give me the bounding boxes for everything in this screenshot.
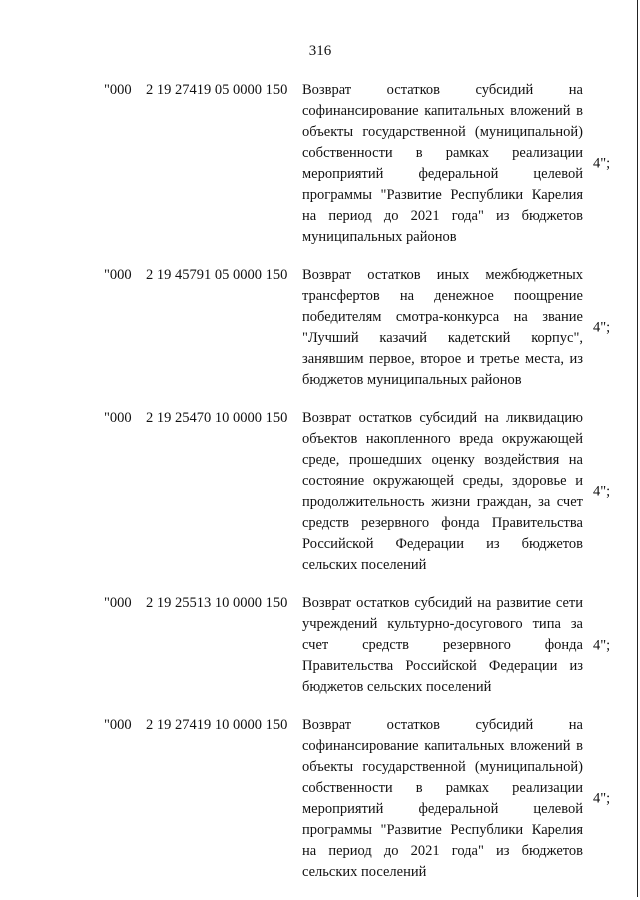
- row-suffix: 4";: [593, 637, 611, 653]
- budget-code-row: [0, 80, 640, 248]
- budget-classification-code: 2 19 27419 10 0000 150: [146, 717, 288, 733]
- budget-code-row: [0, 408, 640, 576]
- row-suffix: 4";: [593, 319, 611, 336]
- row-suffix: 4";: [593, 155, 611, 172]
- budget-classification-code: 2 19 27419 05 0000 150: [146, 82, 288, 98]
- code-prefix: "000: [104, 267, 132, 283]
- budget-classification-code: 2 19 25470 10 0000 150: [146, 410, 288, 426]
- code-description: Возврат остатков субсидий на софинансирование капитальных вложений в объекты государственной (муниципальной) собственности в рамках реализации мероприятий федеральной целевой программы "Развитие Республики Карелия на период до 2021 года" из бюджетов муниципальных районов: [302, 82, 583, 245]
- budget-code-list: [0, 80, 640, 900]
- budget-code-row: [0, 715, 640, 883]
- code-prefix: "000: [104, 717, 132, 733]
- page-number: 316: [308, 43, 332, 59]
- code-description: Возврат остатков субсидий на развитие сети учреждений культурно-досугового типа за счет средств резервного фонда Правительства Российской Федерации из бюджетов сельских поселений: [302, 595, 583, 695]
- row-suffix: 4";: [593, 483, 611, 500]
- budget-classification-code: 2 19 25513 10 0000 150: [146, 595, 288, 611]
- budget-code-row: [0, 593, 640, 698]
- code-prefix: "000: [104, 595, 132, 611]
- code-description: Возврат остатков субсидий на софинансирование капитальных вложений в объекты государственной (муниципальной) собственности в рамках реализации мероприятий федеральной целевой программы "Развитие Республики Карелия на период до 2021 года" из бюджетов сельских поселений: [302, 717, 583, 880]
- budget-classification-code: 2 19 45791 05 0000 150: [146, 267, 288, 283]
- budget-code-row: [0, 265, 640, 391]
- row-suffix: 4";: [593, 790, 611, 807]
- code-description: Возврат остатков субсидий на ликвидацию объектов накопленного вреда окружающей среде, прошедших оценку воздействия на состояние окружающей среды, здоровье и продолжительность жизни граждан, за счет средств резервного фонда Правительства Российской Федерации из бюджетов сельских поселений: [302, 410, 583, 573]
- code-description: Возврат остатков иных межбюджетных трансфертов на денежное поощрение победителям смотра-конкурса на звание "Лучший казачий кадетский корпус", занявшим первое, второе и третье места, из бюджетов муниципальных районов: [302, 267, 583, 388]
- code-prefix: "000: [104, 410, 132, 426]
- code-prefix: "000: [104, 82, 132, 98]
